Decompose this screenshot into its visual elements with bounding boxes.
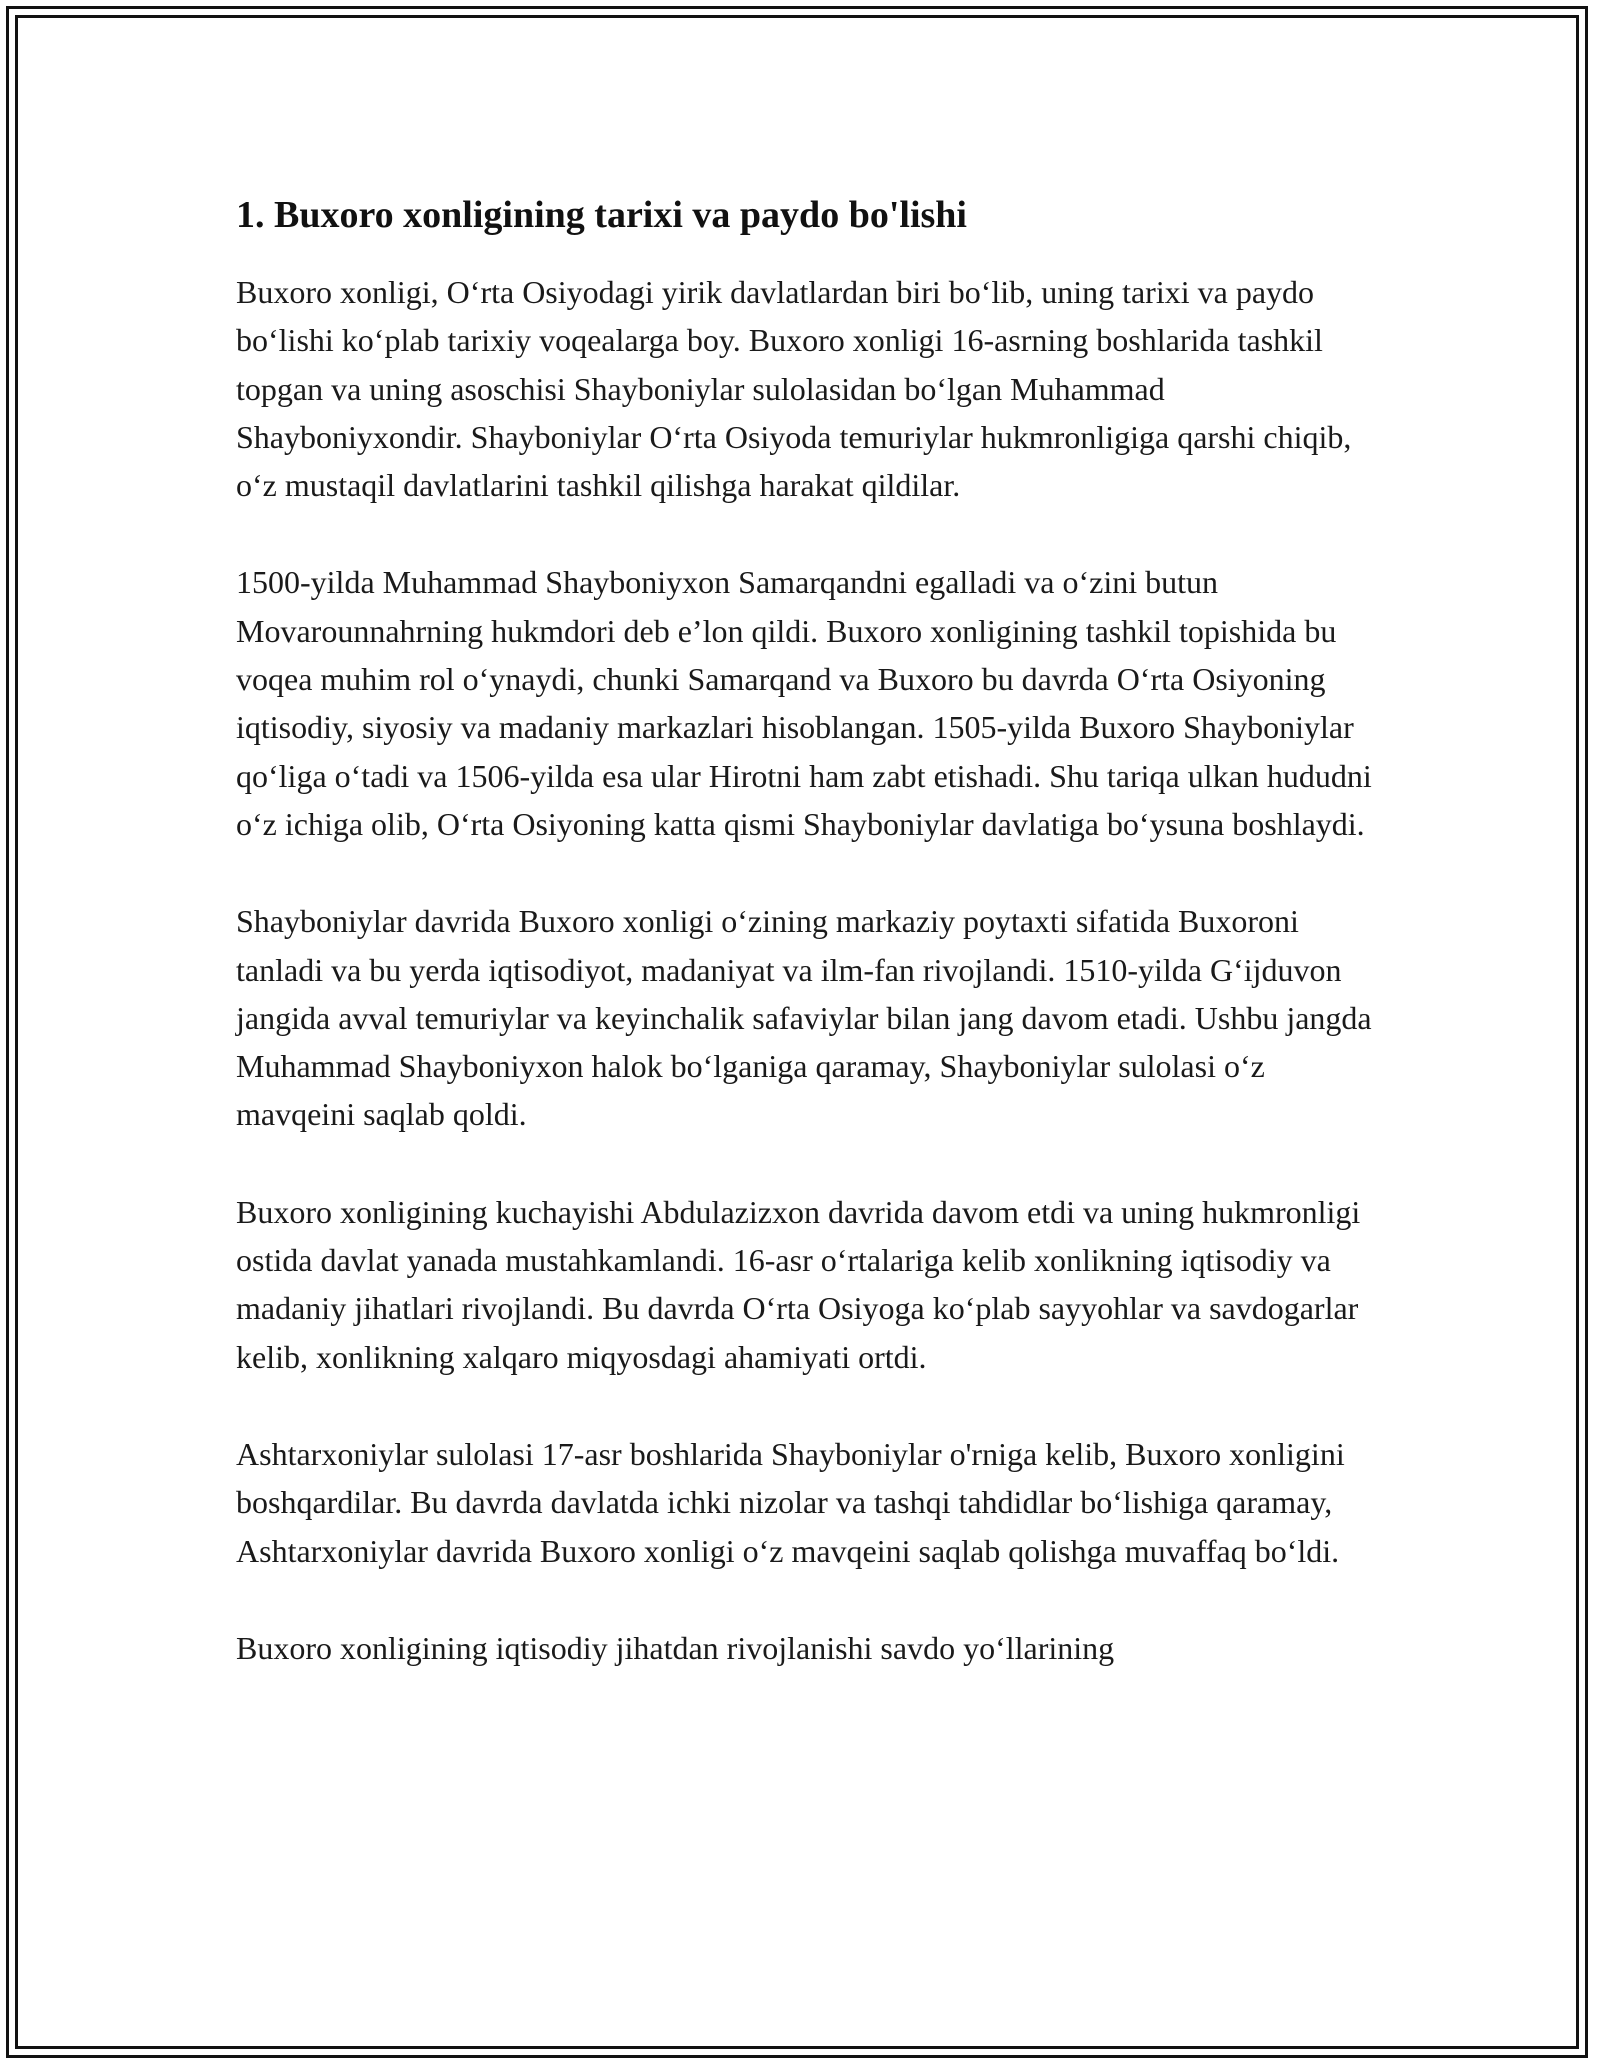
paragraph-6: Buxoro xonligining iqtisodiy jihatdan rivojlanishi savdo yo‘llarining bbox=[236, 1629, 1115, 1666]
paragraph-4: Buxoro xonligining kuchayishi Abdulazizxon davrida davom etdi va uning hukmronligi ostida davlat yanada mustahkamlandi. 16-asr o‘rtalariga kelib xonlikning iqtisodiy va madaniy jihatlari rivojlandi. Bu davrda O‘rta Osiyoga ko‘plab sayyohlar va savdogarlar kelib, xonlikning xalqaro miqyosdagi ahamiyati ortdi. bbox=[236, 1193, 1361, 1375]
document-content bbox=[236, 184, 1376, 1721]
paragraph-3: Shayboniylar davrida Buxoro xonligi o‘zining markaziy poytaxti sifatida Buxoroni tanladi va bu yerda iqtisodiyot, madaniyat va ilm-fan rivojlandi. 1510-yilda G‘ijduvon jangida avval temuriylar va keyinchalik safaviylar bilan jang davom etadi. Ushbu jangda Muhammad Shayboniyxon halok bo‘lganiga qaramay, Shayboniylar sulolasi o‘z mavqeini saqlab qoldi. bbox=[236, 903, 1372, 1133]
paragraph-2: 1500-yilda Muhammad Shayboniyxon Samarqandni egalladi va o‘zini butun Movarounnahrning hukmdori deb e’lon qildi. Buxoro xonligining tashkil topishida bu voqea muhim rol o‘ynaydi, chunki Samarqand va Buxoro bu davrda O‘rta Osiyoning iqtisodiy, siyosiy va madaniy markazlari hisoblangan. 1505-yilda Buxoro Shayboniylar qo‘liga o‘tadi va 1506-yilda esa ular Hirotni ham zabt etishadi. Shu tariqa ulkan hududni o‘z ichiga olib, O‘rta Osiyoning katta qismi Shayboniylar davlatiga bo‘ysuna boshlaydi. bbox=[236, 564, 1372, 842]
paragraph-1: Buxoro xonligi, O‘rta Osiyodagi yirik davlatlardan biri bo‘lib, uning tarixi va paydo bo‘lishi ko‘plab tarixiy voqealarga boy. Buxoro xonligi 16-asrning boshlarida tashkil topgan va uning asoschisi Shayboniylar sulolasidan bo‘lgan Muhammad Shayboniyxondir. Shayboniylar O‘rta Osiyoda temuriylar hukmronligiga qarshi chiqib, o‘z mustaqil davlatlarini tashkil qilishga harakat qildilar. bbox=[236, 274, 1352, 504]
paragraph-5: Ashtarxoniylar sulolasi 17-asr boshlarida Shayboniylar o'rniga kelib, Buxoro xonligini boshqardilar. Bu davrda davlatda ichki nizolar va tashqi tahdidlar bo‘lishiga qaramay, Ashtarxoniylar davrida Buxoro xonligi o‘z mavqeini saqlab qolishga muvaffaq bo‘ldi. bbox=[236, 1435, 1345, 1569]
section-heading: 1. Buxoro xonligining tarixi va paydo bo'lishi bbox=[236, 194, 967, 236]
